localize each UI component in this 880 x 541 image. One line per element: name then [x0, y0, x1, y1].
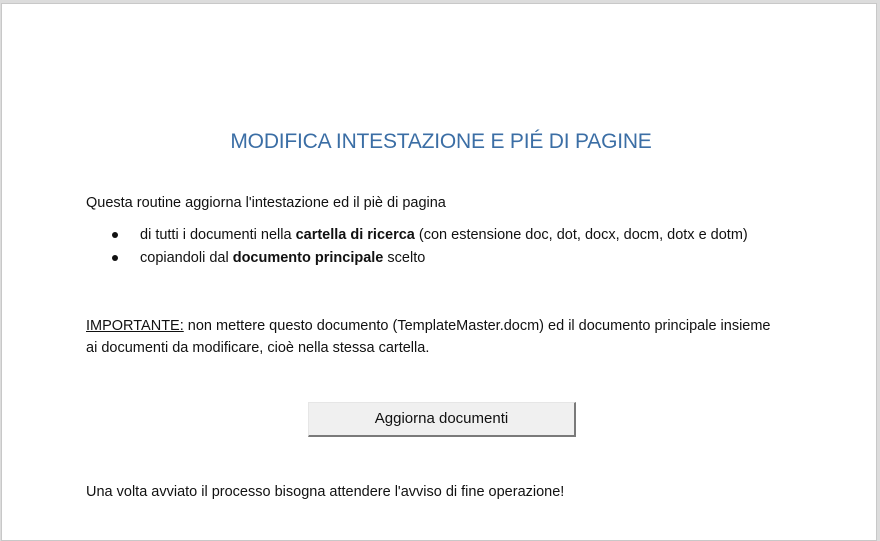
list-item-bold: documento principale [232, 250, 384, 266]
important-label: IMPORTANTE: [86, 318, 184, 334]
list-item [110, 247, 748, 270]
outro-text: Una volta avviato il processo bisogna attendere l'avviso di fine operazione! [86, 484, 565, 500]
intro-text: Questa routine aggiorna l'intestazione ed il piè di pagina [86, 195, 446, 211]
list-item-text: scelto [383, 250, 426, 266]
important-note-continued: ai documenti da modificare, cioè nella stessa cartella. [86, 340, 430, 356]
page-title: MODIFICA INTESTAZIONE E PIÉ DI PAGINE [230, 130, 652, 153]
important-text: non mettere questo documento (TemplateMaster.docm) ed il documento principale insieme [183, 318, 771, 334]
important-note [86, 315, 771, 337]
document-page [1, 3, 877, 541]
list-item-text: (con estensione doc, dot, docx, docm, dotx e dotm) [414, 227, 748, 243]
list-item-text: copiandoli dal [140, 250, 233, 266]
bullet-icon [112, 232, 118, 238]
list-item-bold: cartella di ricerca [295, 227, 415, 243]
bullet-icon [112, 255, 118, 261]
list-item [110, 224, 748, 247]
list-item-text: di tutti i documenti nella [140, 227, 296, 243]
bullet-list [110, 224, 748, 270]
update-documents-button[interactable]: Aggiorna documenti [308, 402, 576, 437]
